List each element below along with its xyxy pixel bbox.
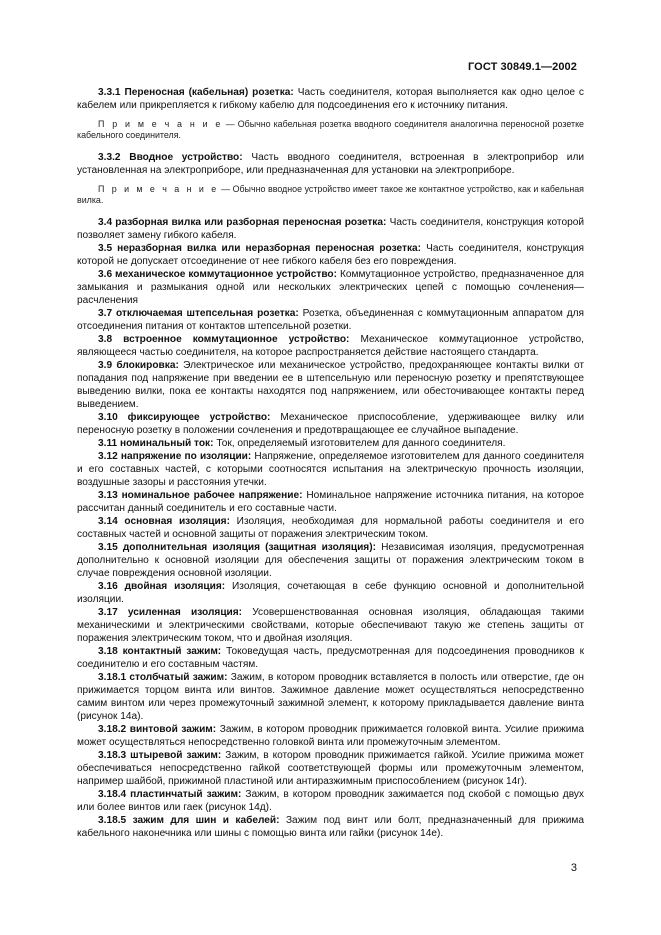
- term-heading: 3.18.1 столбчатый зажим:: [98, 672, 228, 683]
- definition-text: Усовершенствованная основная изоляция, обладающая такими механическими и электрическими свойствами, которые обеспечивают такую же степень защиты от поражения электрическим током, что и двойная изоляция.: [77, 607, 584, 644]
- definition-text: Зажим, в котором проводник вставляется в полость или отверстие, где он прижимается торцом винта или винтов. Зажимное давление может осуществляться непосредственно самим винтом или через промежуточный зажимной элемент, к которому прикладывается давление винта (рисунок 14а).: [77, 672, 584, 722]
- term-heading: 3.5 неразборная вилка или неразборная переносная розетка:: [98, 243, 422, 254]
- definition-paragraph: [77, 749, 584, 788]
- definition-text: Часть соединителя, конструкция которой позволяет замену гибкого кабеля.: [77, 217, 584, 241]
- term-heading: 3.16 двойная изоляция:: [98, 581, 226, 592]
- term-heading: 3.4 разборная вилка или разборная переносная розетка:: [98, 217, 387, 228]
- definition-paragraph: [77, 216, 584, 242]
- term-heading: 3.6 механическое коммутационное устройство:: [98, 269, 337, 280]
- definition-text: Часть соединителя, которая выполняется как одно целое с кабелем или прикрепляется к гибкому кабелю для подсоединения его к источнику питания.: [77, 87, 584, 111]
- document-header: ГОСТ 30849.1—2002: [467, 61, 577, 73]
- definition-paragraph: [77, 437, 584, 450]
- definition-paragraph: [77, 359, 584, 411]
- note-paragraph: [77, 119, 584, 141]
- definition-paragraph: [77, 307, 584, 333]
- definition-text: Ток, определяемый изготовителем для данного соединителя.: [213, 438, 506, 449]
- definition-paragraph: [77, 86, 584, 112]
- definition-text: Часть вводного соединителя, встроенная в электроприбор или установленная на электроприборе, или предназначенная для установки на электроприборе.: [77, 152, 585, 176]
- definition-paragraph: [77, 814, 584, 840]
- term-heading: 3.18 контактный зажим:: [98, 646, 222, 657]
- definition-text: Изоляция, необходимая для нормальной работы соединителя и его составных частей и основной защиты от поражения электрическим током.: [77, 516, 585, 540]
- note-paragraph: [77, 184, 584, 206]
- term-heading: 3.10 фиксирующее устройство:: [98, 412, 271, 423]
- term-heading: 3.18.3 штыревой зажим:: [98, 750, 222, 761]
- definition-text: Изоляция, сочетающая в себе функцию основной и дополнительной изоляции.: [77, 581, 584, 605]
- term-heading: 3.12 напряжение по изоляции:: [98, 451, 252, 462]
- term-heading: 3.9 блокировка:: [98, 360, 179, 371]
- definition-text: Токоведущая часть, предусмотренная для подсоединения проводников к соединителю и его составным частям.: [77, 646, 584, 670]
- definition-paragraph: [77, 671, 584, 723]
- term-heading: 3.18.5 зажим для шин и кабелей:: [98, 815, 280, 826]
- definition-paragraph: [77, 489, 584, 515]
- note-text: — Обычно кабельная розетка вводного соединителя аналогична переносной розетке кабельного соединителя.: [77, 119, 584, 140]
- definition-paragraph: [77, 580, 584, 606]
- term-heading: 3.15 дополнительная изоляция (защитная изоляция):: [98, 542, 376, 553]
- definition-paragraph: [77, 606, 584, 645]
- term-heading: 3.8 встроенное коммутационное устройство:: [98, 334, 350, 345]
- definition-paragraph: [77, 541, 584, 580]
- definition-paragraph: [77, 788, 584, 814]
- definition-paragraph: [77, 411, 584, 437]
- definition-paragraph: [77, 515, 584, 541]
- term-heading: 3.14 основная изоляция:: [98, 516, 230, 527]
- definition-paragraph: [77, 151, 584, 177]
- note-label: П р и м е ч а н и е: [98, 184, 219, 194]
- definition-text: Зажим, в котором проводник зажимается под скобой с помощью двух или более винтов или гаек (рисунок 14д).: [77, 789, 584, 813]
- term-heading: 3.18.2 винтовой зажим:: [98, 724, 217, 735]
- definition-paragraph: [77, 645, 584, 671]
- term-heading: 3.18.4 пластинчатый зажим:: [98, 789, 242, 800]
- note-label: П р и м е ч а н и е: [98, 119, 223, 129]
- note-text: — Обычно вводное устройство имеет такое же контактное устройство, как и кабельная вилка.: [77, 184, 584, 205]
- definition-text: Зажим, в котором проводник прижимается гайкой. Усилие прижима может обеспечиваться непосредственно гайкой соответствующей формы или промежуточным элементом, например шайбой, прижимной пластиной или антиразжимным приспособлением (рисунок 14г).: [77, 750, 584, 787]
- document-body: [77, 86, 584, 840]
- definition-paragraph: [77, 723, 584, 749]
- definition-paragraph: [77, 242, 584, 268]
- definition-paragraph: [77, 450, 584, 489]
- definition-text: Зажим под винт или болт, предназначенный для прижима кабельного наконечника или шины с помощью винта или гайки (рисунок 14е).: [77, 815, 584, 839]
- definition-text: Коммутационное устройство, предназначенное для замыкания и размыкания одной или нескольких электрических цепей с помощью сочленения—расчленения: [77, 269, 585, 306]
- definition-text: Электрическое или механическое устройство, предохраняющее контакты вилки от попадания под напряжение при введении ее в штепсельную или переносную розетку и препятствующее выведению вилки, пока ее контакты находятся под напряжением, или обесточивающее контакты перед выведением.: [77, 360, 584, 410]
- term-heading: 3.3.2 Вводное устройство:: [98, 152, 243, 163]
- definition-paragraph: [77, 333, 584, 359]
- definition-text: Напряжение, определяемое изготовителем для данного соединителя и его составных частей, с которыми соотносятся испытания на электрическую прочность изоляции, воздушные зазоры и расстояния утечки.: [77, 451, 584, 488]
- term-heading: 3.13 номинальное рабочее напряжение:: [98, 490, 303, 501]
- page-number: 3: [570, 862, 577, 874]
- definition-text: Часть соединителя, конструкция которой не допускает отсоединение от нее гибкого кабеля без его повреждения.: [77, 243, 584, 267]
- definition-text: Независимая изоляция, предусмотренная дополнительно к основной изоляции для обеспечения защиты от поражения электрическим током в случае повреждения основной изоляции.: [77, 542, 584, 579]
- definition-text: Механическое приспособление, удерживающее вилку или переносную розетку в положении сочленения и предотвращающее ее случайное выпадение.: [77, 412, 585, 436]
- term-heading: 3.17 усиленная изоляция:: [98, 607, 243, 618]
- term-heading: 3.11 номинальный ток:: [98, 438, 214, 449]
- term-heading: 3.3.1 Переносная (кабельная) розетка:: [98, 87, 294, 98]
- definition-text: Розетка, объединенная с коммутационным аппаратом для отсоединения питания от контактов штепсельной розетки.: [77, 308, 584, 332]
- term-heading: 3.7 отключаемая штепсельная розетка:: [98, 308, 299, 319]
- definition-paragraph: [77, 268, 584, 307]
- definition-text: Номинальное напряжение источника питания, на которое рассчитан данный соединитель и его составные части.: [77, 490, 585, 514]
- definition-text: Механическое коммутационное устройство, являющееся частью соединителя, на которое распространяется действие настоящего стандарта.: [77, 334, 584, 358]
- definition-text: Зажим, в котором проводник прижимается головкой винта. Усилие прижима может осуществляться непосредственно головкой винта или промежуточным элементом.: [77, 724, 584, 748]
